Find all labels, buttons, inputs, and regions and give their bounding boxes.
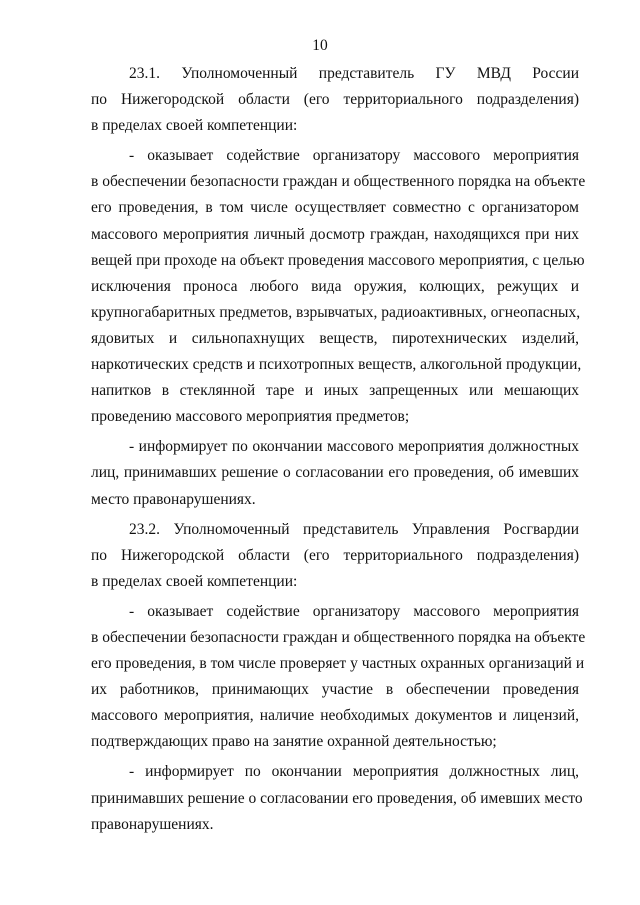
text-line: напитков в стеклянной таре и иных запрещенных или мешающих [91,382,579,400]
text-line: лиц, принимавших решение о согласовании его проведения, об имевших [91,464,579,482]
text-line: - оказывает содействие организатору массового мероприятия [129,147,579,165]
text-line: в обеспечении безопасности граждан и общественного порядка на объекте [91,173,586,191]
text-line: подтверждающих право на занятие охранной деятельностью; [91,733,497,751]
text-line: проведению массового мероприятия предметов; [91,408,410,426]
text-line: в пределах своей компетенции: [91,572,298,590]
text-line: 23.2. Уполномоченный представитель Управления Росгвардии [129,520,579,538]
text-line: - оказывает содействие организатору массового мероприятия [129,602,579,620]
text-line: по Нижегородской области (его территориального подразделения) [91,91,579,109]
paragraph-23-1-assist [91,143,586,430]
text-line: ядовитых и сильнопахнущих веществ, пиротехнических изделий, [91,329,579,347]
text-line: его проведения, в том числе осуществляет совместно с организатором [91,199,579,217]
text-line: в пределах своей компетенции: [91,117,298,135]
paragraph-23-1-inform [91,434,579,512]
paragraph-23-2-assist [91,599,586,756]
text-line: крупногабаритных предметов, взрывчатых, радиоактивных, огнеопасных, [91,303,581,321]
page-number: 10 [312,37,328,54]
document-body [91,61,586,838]
text-line: принимавших решение о согласовании его проведения, об имевших место [91,789,583,807]
text-line: их работников, принимающих участие в обеспечении проведения [91,681,579,699]
text-line: массового мероприятия личный досмотр граждан, находящихся при них [91,225,579,243]
text-line: по Нижегородской области (его территориального подразделения) [91,546,579,564]
text-line: правонарушениях. [91,815,214,833]
paragraph-23-1-heading [91,61,579,139]
text-line: 23.1. Уполномоченный представитель ГУ МВД России [129,65,579,82]
text-line: наркотических средств и психотропных веществ, алкогольной продукции, [91,356,582,374]
paragraph-23-2-inform [91,759,583,837]
text-line: - информирует по окончании мероприятия должностных лиц, [129,763,579,781]
text-line: исключения проноса любого вида оружия, колющих, режущих и [91,277,579,295]
text-line: его проведения, в том числе проверяет у частных охранных организаций и [91,655,585,673]
paragraph-23-2-heading [91,517,579,595]
text-line: место правонарушениях. [91,490,256,508]
text-line: вещей при проходе на объект проведения массового мероприятия, с целью [91,251,585,269]
text-line: - информирует по окончании массового мероприятия должностных [129,438,579,456]
text-line: массового мероприятия, наличие необходимых документов и лицензий, [91,707,579,725]
text-line: в обеспечении безопасности граждан и общественного порядка на объекте [91,628,586,646]
